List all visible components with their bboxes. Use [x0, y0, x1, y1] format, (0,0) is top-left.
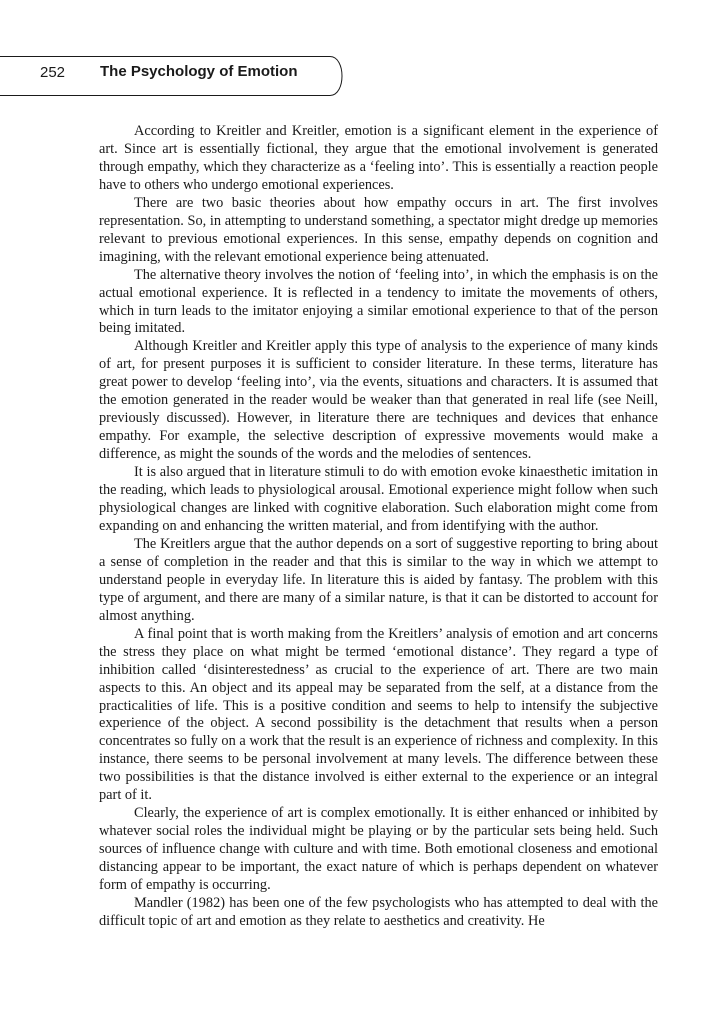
- paragraph: There are two basic theories about how empathy occurs in art. The first involves representation. So, in attempting to understand something, a spectator might dredge up memories relevant to previous emotional experiences. In this sense, empathy depends on cognition and imagining, with the relevant emotional experience being attenuated.: [99, 194, 658, 265]
- running-title: The Psychology of Emotion: [100, 63, 298, 80]
- paragraph: Mandler (1982) has been one of the few psychologists who has attempted to deal with the difficult topic of art and emotion as they relate to aesthetics and creativity. He: [99, 894, 658, 929]
- page-number: 252: [40, 64, 66, 81]
- paragraph: The alternative theory involves the notion of ‘feeling into’, in which the emphasis is on the actual emotional experience. It is reflected in a tendency to imitate the movements of others, which in turn leads to the imitator enjoying a similar emotional experience to that of the person being imitated.: [99, 266, 658, 337]
- paragraph: It is also argued that in literature stimuli to do with emotion evoke kinaesthetic imitation in the reading, which leads to physiological arousal. Emotional experience might follow when such physiological changes are linked with cognitive elaboration. Such elaboration might come from expanding on and enhancing the written material, and from identifying with the author.: [99, 464, 658, 534]
- paragraph: A final point that is worth making from the Kreitlers’ analysis of emotion and art concerns the stress they place on what might be termed ‘emotional distance’. They regard a type of inhibition called ‘disinterestedness’ as crucial to the experience of art. There are two main aspects to this. An object and its appeal may be separated from the self, at a distance from the practicalities of life. This is a positive condition and seems to help to intensify the subjective experience of the object. A second possibility is the detachment that results when a person concentrates so fully on a work that the result is an experience of richness and complexity. In this instance, there seems to be personal involvement at many levels. The difference between these two possibilities is that the distance involved is either external to the experience or an integral part of it.: [99, 625, 658, 804]
- paragraph: According to Kreitler and Kreitler, emotion is a significant element in the experience of art. Since art is essentially fictional, they argue that the emotional involvement is generated through empathy, which they characterize as a ‘feeling into’. This is essentially a reaction people have to others who undergo emotional experiences.: [99, 123, 658, 193]
- body-text: [99, 123, 658, 931]
- paragraph: Clearly, the experience of art is complex emotionally. It is either enhanced or inhibited by whatever social roles the individual might be playing or by the particular sets being held. Such sources of influence change with culture and with time. Both emotional closeness and emotional distancing appear to be important, the exact nature of which is perhaps dependent on whatever form of empathy is occurring.: [99, 805, 658, 894]
- paragraph: The Kreitlers argue that the author depends on a sort of suggestive reporting to bring about a sense of completion in the reader and that this is similar to the way in which we attempt to understand people in everyday life. In literature this is aided by fantasy. The problem with this type of argument, and there are many of a similar nature, is that it can be distorted to account for almost anything.: [99, 535, 658, 624]
- running-header: [0, 56, 716, 96]
- paragraph: Although Kreitler and Kreitler apply this type of analysis to the experience of many kinds of art, for present purposes it is sufficient to consider literature. In these terms, literature has great power to develop ‘feeling into’, via the events, situations and characters. It is assumed that the emotion generated in the reader would be weaker than that generated in real life (see Neill, previously discussed). However, in literature there are techniques and devices that enhance empathy. For example, the selective description of expressive movements would make a difference, as might the sounds of the words and the melodies of sentences.: [99, 338, 658, 463]
